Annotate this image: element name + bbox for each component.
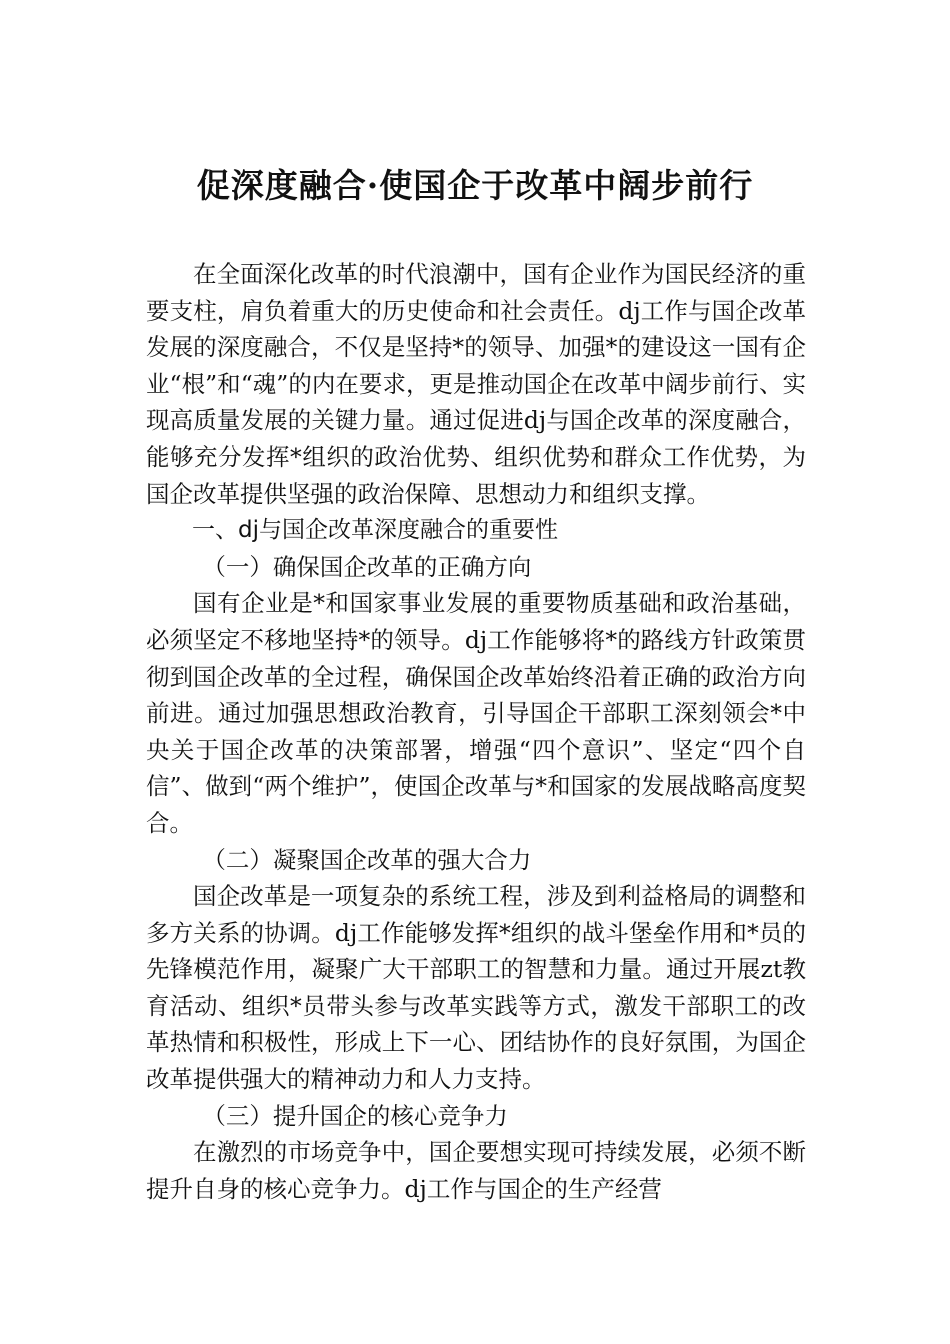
document-body <box>146 256 806 1207</box>
subsection-heading-1: （一）确保国企改革的正确方向 <box>202 552 532 581</box>
subsection-heading-2: （二）凝聚国企改革的强大合力 <box>202 845 532 874</box>
section-heading-1: 一、dj与国企改革深度融合的重要性 <box>192 517 558 544</box>
subsection-paragraph-3: 在激烈的市场竞争中，国企要想实现可持续发展，必须不断提升自身的核心竞争力。dj工作与国企的生产经营 <box>146 1138 806 1203</box>
subsection-paragraph-1: 国有企业是*和国家事业发展的重要物质基础和政治基础，必须坚定不移地坚持*的领导。dj工作能够将*的路线方针政策贯彻到国企改革的全过程，确保国企改革始终沿着正确的政治方向前进。通过加强思想政治教育，引导国企干部职工深刻领会*中央关于国企改革的决策部署，增强“四个意识”、坚定“四个自信”、做到“两个维护”，使国企改革与*和国家的发展战略高度契合。 <box>146 589 806 837</box>
subsection-paragraph-2: 国企改革是一项复杂的系统工程，涉及到利益格局的调整和多方关系的协调。dj工作能够发挥*组织的战斗堡垒作用和*员的先锋模范作用，凝聚广大干部职工的智慧和力量。通过开展zt教育活动、组织*员带头参与改革实践等方式，激发干部职工的改革热情和积极性，形成上下一心、团结协作的良好氛围，为国企改革提供强大的精神动力和人力支持。 <box>146 882 806 1094</box>
document-title: 促深度融合·使国企于改革中阔步前行 <box>196 166 754 205</box>
intro-paragraph: 在全面深化改革的时代浪潮中，国有企业作为国民经济的重要支柱，肩负着重大的历史使命和社会责任。dj工作与国企改革发展的深度融合，不仅是坚持*的领导、加强*的建设这一国有企业“根”和“魂”的内在要求，更是推动国企在改革中阔步前行、实现高质量发展的关键力量。通过促进dj与国企改革的深度融合，能够充分发挥*组织的政治优势、组织优势和群众工作优势，为国企改革提供坚强的政治保障、思想动力和组织支撑。 <box>146 260 806 508</box>
subsection-heading-3: （三）提升国企的核心竞争力 <box>202 1101 508 1130</box>
